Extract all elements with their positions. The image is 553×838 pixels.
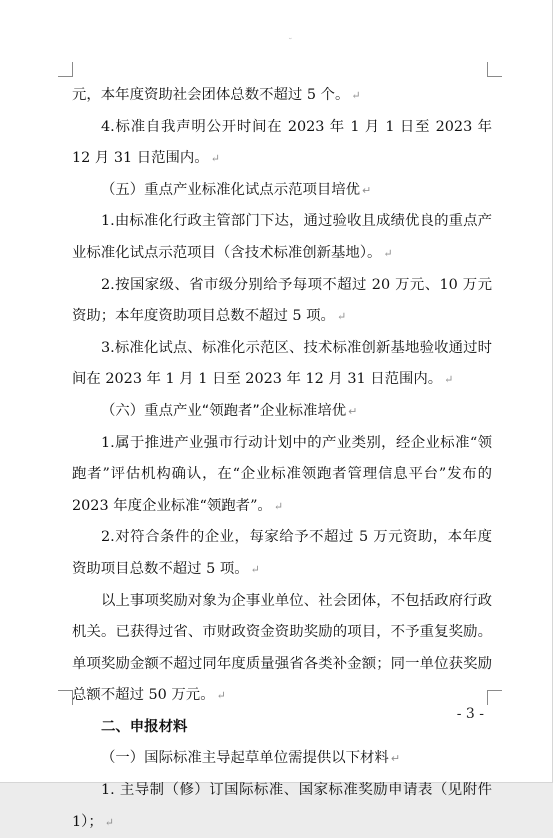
paragraph: 以上事项奖励对象为企事业单位、社会团体，不包括政府行政机关。已获得过省、市财政资金资助奖励的项目，不予重复奖励。单项奖励金额不超过同年度质量强省各类补金额；同一单位获奖励总额不超过 50 万元。 ↵ xyxy=(72,592,492,704)
paragraph: 1.由标准化行政主管部门下达，通过验收且成绩优良的重点产业标准化试点示范项目（含技术标准创新基地）。 ↵ xyxy=(72,213,492,261)
paragraph: 2.按国家级、省市级分别给予每项不超过 20 万元、10 万元资助；本年度资助项目总数不超过 5 项。 ↵ xyxy=(72,276,492,325)
paragraph: 2.对符合条件的企业，每家给予不超过 5 万元资助，本年度资助项目总数不超过 5 项。 ↵ xyxy=(72,529,492,577)
paragraph: 元，本年度资助社会团体总数不超过 5 个。 ↵ xyxy=(72,87,361,103)
paragraph-mark-icon: ↵ xyxy=(336,310,347,324)
paragraph: 1. 主导制（修）订国际标准、国家标准奖励申请表（见附件 1）； ↵ xyxy=(72,782,492,830)
paragraph: 3.标准化试点、标准化示范区、技术标准创新基地验收通过时间在 2023 年 1 月 1 日至 2023 年 12 月 31 日范围内。 ↵ xyxy=(72,339,492,388)
paragraph-mark-icon: ↵ xyxy=(390,752,401,766)
paragraph: 4.标准自我声明公开时间在 2023 年 1 月 1 日至 2023 年 12 月 31 日范围内。 ↵ xyxy=(72,118,492,167)
crop-mark-bottom-left xyxy=(58,690,73,705)
paragraph: 1.属于推进产业强市行动计划中的产业类别，经企业标准“领跑者”评估机构确认，在“企业标准领跑者管理信息平台”发布的 2023 年度企业标准“领跑者”。 ↵ xyxy=(72,434,492,514)
chapter-heading: 二、申报材料 xyxy=(101,718,188,735)
paragraph-mark-icon: ↵ xyxy=(444,373,454,387)
paragraph-mark-icon: ↵ xyxy=(216,689,226,703)
section-heading: （六）重点产业“领跑者”企业标准培优 ↵ xyxy=(101,402,358,419)
paragraph-mark-icon: ↵ xyxy=(348,404,358,418)
paragraph-mark-icon: ↵ xyxy=(250,562,260,576)
paragraph-mark-icon: ↵ xyxy=(383,246,393,260)
top-center-mark: ˘ xyxy=(288,38,293,48)
section-heading: （一）国际标准主导起草单位需提供以下材料 ↵ xyxy=(101,750,401,767)
paragraph-mark-icon: ↵ xyxy=(104,815,114,829)
paragraph-mark-icon: ↵ xyxy=(273,499,284,513)
section-heading: （五）重点产业标准化试点示范项目培优 ↵ xyxy=(101,181,372,198)
paragraph-mark-icon: ↵ xyxy=(362,183,372,197)
paragraph-mark-icon: ↵ xyxy=(351,89,361,102)
paragraph-mark-icon: ↵ xyxy=(210,152,220,166)
page-number: - 3 - xyxy=(456,706,484,722)
crop-mark-top-left xyxy=(58,62,73,77)
crop-mark-top-right xyxy=(487,62,502,77)
document-body xyxy=(72,80,492,838)
